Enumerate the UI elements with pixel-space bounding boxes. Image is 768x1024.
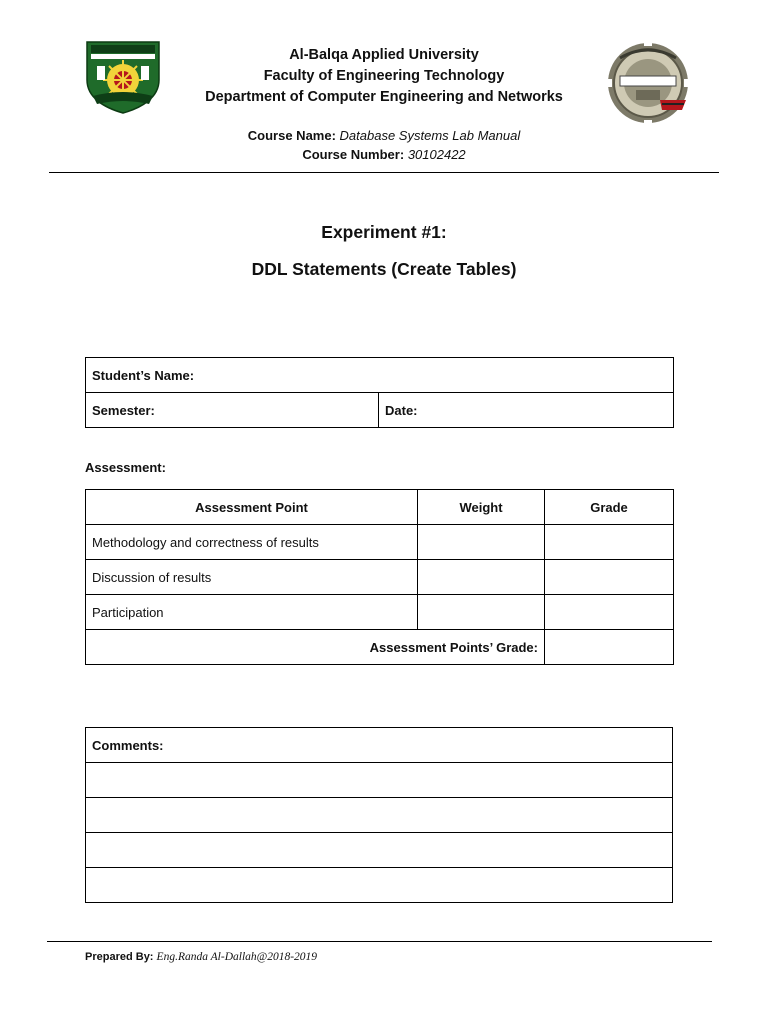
table-row [86,525,674,560]
course-number-value: 30102422 [407,147,466,162]
table-row [86,560,674,595]
column-header-assessment-point: Assessment Point [86,490,418,525]
faculty-name: Faculty of Engineering Technology [263,68,505,84]
weight-cell[interactable] [418,525,545,560]
university-name: Al-Balqa Applied University [289,47,479,63]
course-name-line [0,128,768,143]
assessment-point-cell: Methodology and correctness of results [86,525,418,560]
assessment-total-row [86,630,674,665]
student-name-field[interactable]: Student’s Name: [86,358,674,393]
column-header-weight: Weight [418,490,545,525]
comments-label: Comments: [86,728,673,763]
semester-field[interactable]: Semester: [86,393,379,428]
student-name-row [86,358,674,393]
footer [85,951,317,963]
course-number-line [0,147,768,162]
weight-cell[interactable] [418,560,545,595]
prepared-by-value: Eng.Randa Al-Dallah@2018-2019 [156,951,318,963]
comment-line[interactable] [86,798,673,833]
prepared-by-label: Prepared By: [85,951,154,963]
course-number-label: Course Number: [302,147,405,162]
header-divider [49,172,719,173]
comments-table [85,727,673,903]
weight-cell[interactable] [418,595,545,630]
footer-divider [47,941,712,942]
student-info-table [85,357,674,428]
comment-line[interactable] [86,833,673,868]
assessment-table [85,489,674,665]
assessment-point-cell: Discussion of results [86,560,418,595]
date-field[interactable]: Date: [379,393,674,428]
table-row [86,595,674,630]
assessment-header-row [86,490,674,525]
comment-line[interactable] [86,763,673,798]
experiment-title: DDL Statements (Create Tables) [251,259,517,279]
column-header-grade: Grade [545,490,674,525]
experiment-number: Experiment #1: [321,222,447,242]
total-grade-cell[interactable] [545,630,674,665]
grade-cell[interactable] [545,525,674,560]
course-name-value: Database Systems Lab Manual [339,128,521,143]
grade-cell[interactable] [545,560,674,595]
department-name: Department of Computer Engineering and Networks [205,89,563,105]
course-name-label: Course Name: [247,128,336,143]
assessment-label: Assessment: [85,460,166,475]
total-grade-label: Assessment Points’ Grade: [86,630,545,665]
comment-line[interactable] [86,868,673,903]
semester-date-row [86,393,674,428]
grade-cell[interactable] [545,595,674,630]
assessment-point-cell: Participation [86,595,418,630]
